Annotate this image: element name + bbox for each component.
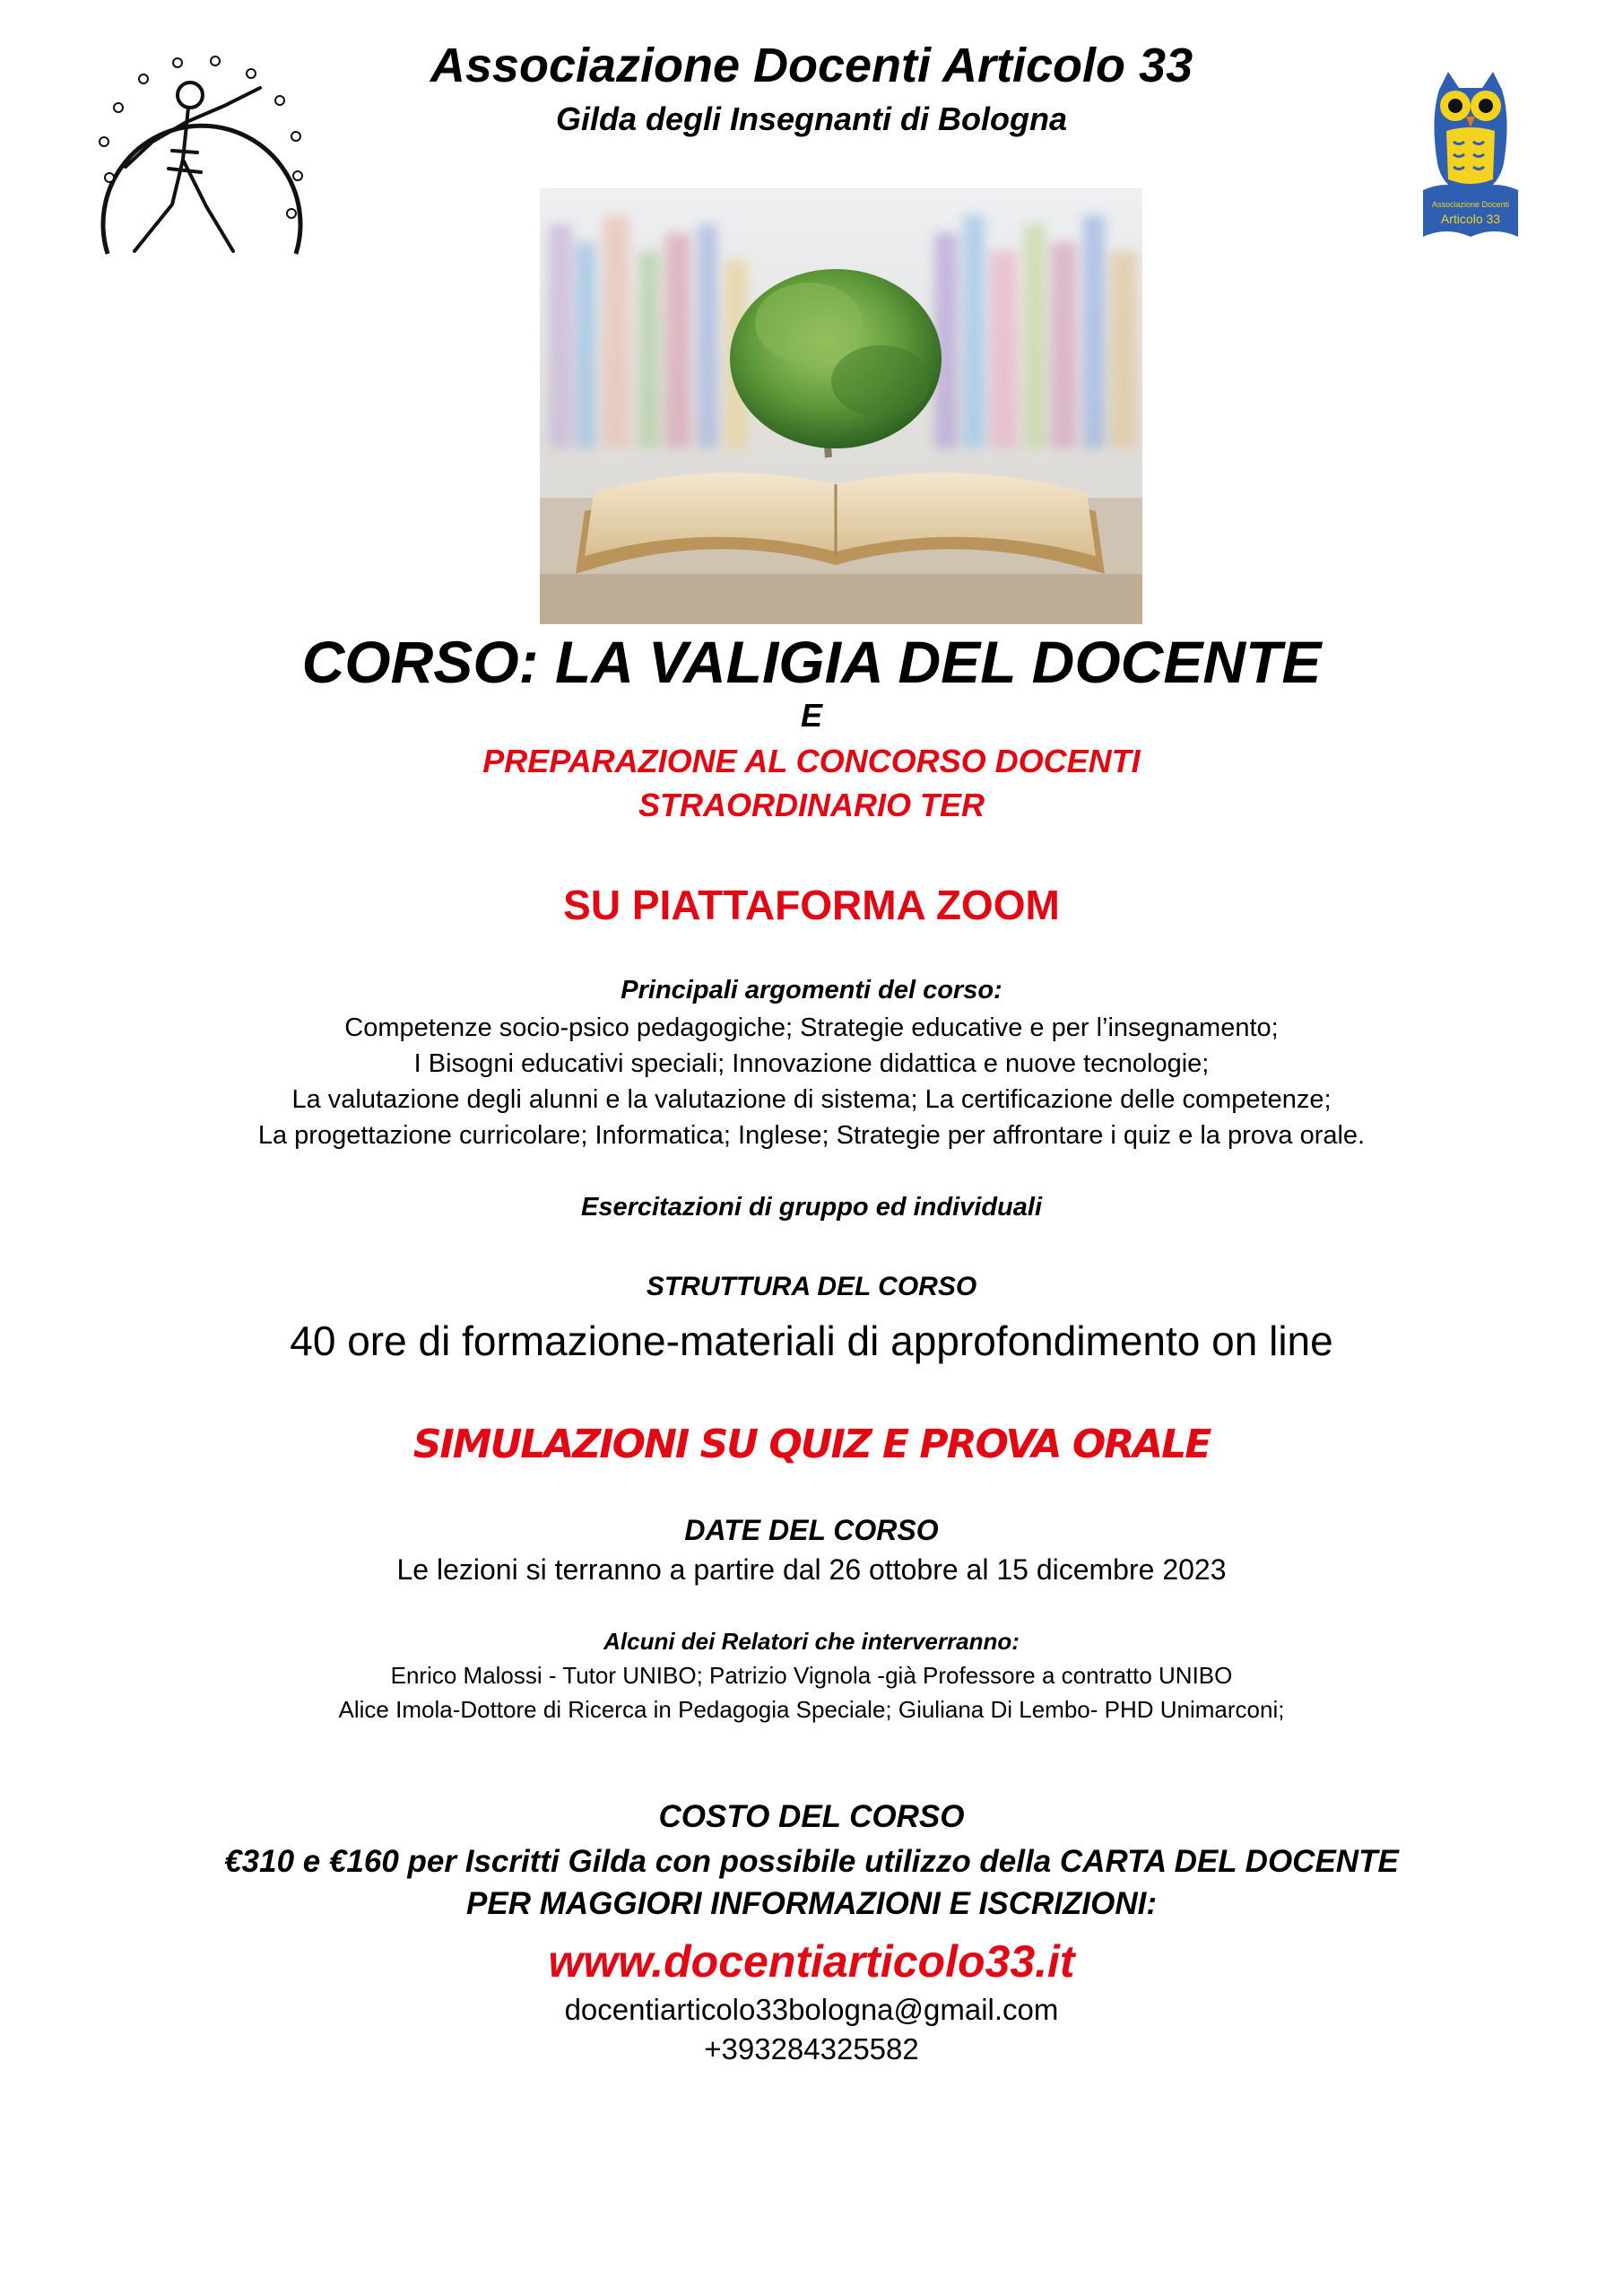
simulations-heading: SIMULAZIONI SU QUIZ E PROVA ORALE [412,1422,1211,1467]
speaker-line: Alice Imola-Dottore di Ricerca in Pedagogia Speciale; Giuliana Di Lembo- PHD Unimarconi; [338,1696,1285,1723]
course-and: E [800,697,822,734]
cost-heading: COSTO DEL CORSO [658,1799,965,1834]
cost-text: €310 e €160 per Iscritti Gilda con possibile utilizzo della CARTA DEL DOCENTE [224,1844,1399,1879]
topic-line: La progettazione curricolare; Informatica; Inglese; Strategie per affrontare i quiz e la prova orale. [257,1121,1366,1150]
structure-heading: STRUTTURA DEL CORSO [646,1272,977,1301]
speaker-line: Enrico Malossi - Tutor UNIBO; Patrizio Vignola -già Professore a contratto UNIBO [390,1662,1233,1689]
phone-number[interactable]: +393284325582 [704,2032,919,2066]
email-address[interactable]: docentiarticolo33bologna@gmail.com [564,1993,1059,2026]
org-name: Associazione Docenti Articolo 33 [430,39,1193,92]
course-title: CORSO: LA VALIGIA DEL DOCENTE [301,629,1322,695]
topic-line: Competenze socio-psico pedagogiche; Strategie educative e per l’insegnamento; [344,1013,1279,1042]
logo-right-text-line2: Articolo 33 [1440,212,1501,226]
dates-text: Le lezioni si terranno a partire dal 26 ottobre al 15 dicembre 2023 [396,1553,1227,1586]
org-subtitle: Gilda degli Insegnanti di Bologna [555,100,1068,137]
structure-text: 40 ore di formazione-materiali di approfondimento on line [290,1318,1333,1364]
logo-right-text-line1: Associazione Docenti [1431,200,1510,209]
info-heading: PER MAGGIORI INFORMAZIONI E ISCRIZIONI: [466,1886,1157,1921]
website-link[interactable]: www.docentiarticolo33.it [548,1936,1075,1987]
dates-heading: DATE DEL CORSO [684,1514,939,1546]
speakers-heading: Alcuni dei Relatori che interverranno: [603,1628,1020,1655]
tree-book-image [540,188,1142,624]
exercises-text: Esercitazioni di gruppo ed individuali [581,1193,1042,1222]
topic-line: La valutazione degli alunni e la valutazione di sistema; La certificazione delle competenze; [291,1085,1332,1114]
topics-heading: Principali argomenti del corso: [621,976,1002,1004]
preparation-line-1: PREPARAZIONE AL CONCORSO DOCENTI [482,743,1141,779]
platform-heading: SU PIATTAFORMA ZOOM [563,882,1060,928]
preparation-line-2: STRAORDINARIO TER [638,787,985,823]
topic-line: I Bisogni educativi speciali; Innovazione didattica e nuove tecnologie; [413,1049,1210,1078]
